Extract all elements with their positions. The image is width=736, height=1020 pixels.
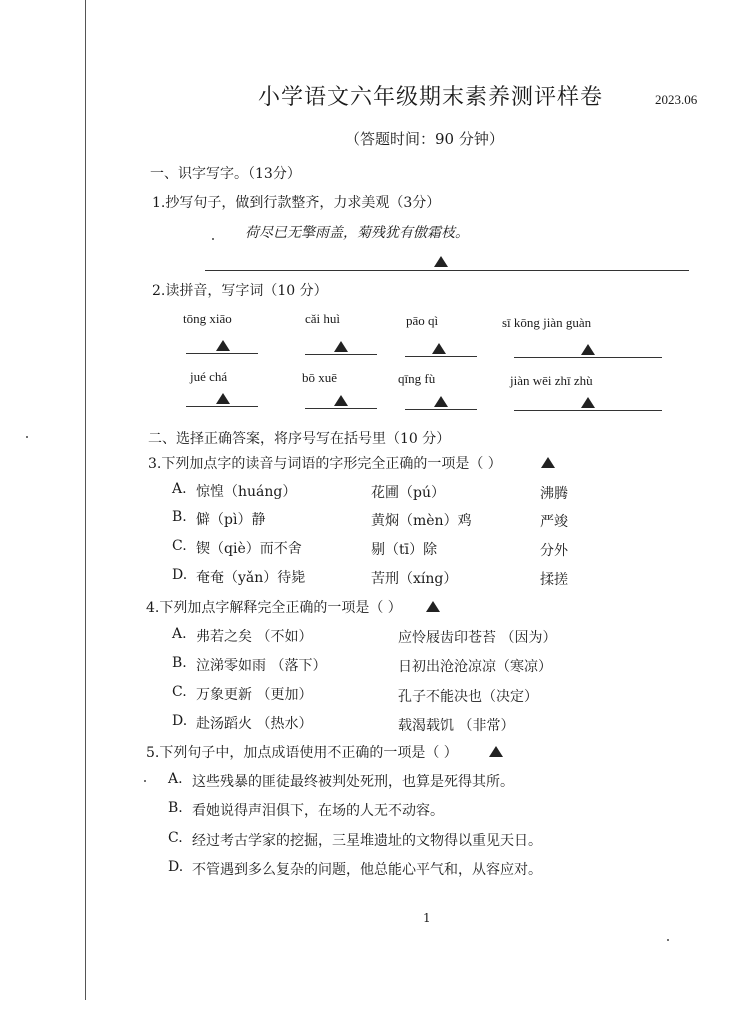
answer-triangle-icon: [489, 746, 503, 757]
q3-option-d-col2: 苦刑（xíng）: [371, 571, 458, 587]
answer-triangle-icon: [334, 341, 348, 352]
section1-heading: 一、识字写字。（13分）: [150, 166, 301, 182]
pinyin-6: bō xuē: [302, 370, 338, 385]
answer-triangle-icon: [434, 396, 448, 407]
pinyin-5: jué chá: [190, 369, 228, 384]
q5-option-d-text: 不管遇到多么复杂的问题，他总能心平气和，从容应对。: [192, 862, 542, 878]
q5-prompt: 5.下列句子中，加点成语使用不正确的一项是（ ）: [146, 745, 458, 761]
answer-triangle-icon: [581, 344, 595, 355]
q1-answer-line[interactable]: [205, 270, 689, 271]
q3-option-c-col1: 锲（qiè）而不舍: [196, 541, 302, 557]
q3-option-c-col2: 剔（tī）除: [371, 542, 438, 558]
pinyin-4: sī kōng jiàn guàn: [502, 315, 592, 330]
q3-option-b-col3: 严竣: [540, 514, 568, 530]
answer-triangle-icon: [434, 256, 448, 267]
answer-line-2[interactable]: [305, 354, 377, 355]
answer-line-6[interactable]: [305, 408, 377, 409]
q2-prompt: 2.读拼音，写字词（10 分）: [152, 283, 328, 299]
scan-speck: [26, 436, 28, 438]
answer-triangle-icon: [432, 343, 446, 354]
answer-triangle-icon: [426, 601, 440, 612]
q3-option-c-col3: 分外: [540, 543, 568, 559]
answer-line-5[interactable]: [186, 406, 258, 407]
q5-option-b-label[interactable]: B.: [168, 800, 183, 816]
q5-option-b-text: 看她说得声泪俱下，在场的人无不动容。: [192, 803, 444, 819]
q4-option-c-col1: 万象更新 （更加）: [196, 687, 313, 703]
section2-heading: 二、选择正确答案，将序号写在括号里（10 分）: [148, 431, 451, 447]
answer-line-8[interactable]: [514, 410, 662, 411]
answer-triangle-icon: [541, 457, 555, 468]
q3-option-a-label[interactable]: A.: [172, 481, 187, 497]
q3-option-b-col2: 黄焖（mèn）鸡: [371, 513, 472, 529]
pinyin-7: qīng fù: [398, 371, 436, 386]
q3-option-a-col2: 花圃（pú）: [371, 485, 445, 501]
answer-line-4[interactable]: [514, 357, 662, 358]
scan-speck: [144, 780, 146, 782]
q1-sentence: 荷尽已无擎雨盖，菊残犹有傲霜枝。: [245, 225, 469, 241]
q3-option-a-col3: 沸腾: [540, 486, 568, 502]
q1-prompt: 1.抄写句子，做到行款整齐，力求美观（3分）: [152, 195, 441, 211]
q5-option-c-text: 经过考古学家的挖掘，三星堆遗址的文物得以重见天日。: [192, 833, 542, 849]
scan-speck: [667, 939, 669, 941]
q5-option-c-label[interactable]: C.: [168, 830, 183, 846]
answer-line-3[interactable]: [405, 356, 477, 357]
q3-option-d-col1: 奄奄（yǎn）待毙: [196, 570, 306, 586]
q3-option-c-label[interactable]: C.: [172, 538, 187, 554]
q4-option-a-col2: 应怜屐齿印苍苔 （因为）: [398, 630, 557, 646]
q4-option-c-col2: 孔子不能决也（决定）: [398, 689, 538, 705]
q4-option-a-col1: 弗若之矣 （不如）: [196, 629, 313, 645]
scan-edge-line: [85, 0, 86, 1000]
q4-option-c-label[interactable]: C.: [172, 684, 187, 700]
pinyin-3: pāo qì: [406, 313, 439, 328]
q4-option-d-col1: 赴汤蹈火 （热水）: [196, 716, 313, 732]
q3-option-d-label[interactable]: D.: [172, 567, 188, 583]
answer-line-1[interactable]: [186, 353, 258, 354]
q4-option-d-label[interactable]: D.: [172, 713, 188, 729]
pinyin-8: jiàn wēi zhī zhù: [510, 373, 593, 388]
page-number: 1: [423, 911, 431, 925]
scan-speck: [212, 238, 214, 240]
q4-option-a-label[interactable]: A.: [172, 626, 187, 642]
answer-triangle-icon: [334, 395, 348, 406]
exam-title: 小学语文六年级期末素养测评样卷: [258, 85, 604, 110]
answer-triangle-icon: [216, 393, 230, 404]
exam-date: 2023.06: [655, 92, 698, 107]
q5-option-a-text: 这些残暴的匪徒最终被判处死刑，也算是死得其所。: [192, 774, 514, 790]
q3-option-a-col1: 惊惶（huáng）: [196, 484, 297, 500]
q4-option-d-col2: 载渴载饥 （非常）: [398, 718, 515, 734]
q5-option-d-label[interactable]: D.: [168, 859, 184, 875]
q4-option-b-col2: 日初出沧沧凉凉（寒凉）: [398, 659, 552, 675]
q3-prompt: 3.下列加点字的读音与词语的字形完全正确的一项是（ ）: [148, 456, 502, 472]
q3-option-d-col3: 揉搓: [540, 572, 568, 588]
pinyin-1: tōng xiāo: [183, 311, 232, 326]
q3-option-b-label[interactable]: B.: [172, 509, 187, 525]
q5-option-a-label[interactable]: A.: [168, 771, 183, 787]
q4-option-b-label[interactable]: B.: [172, 655, 187, 671]
answer-triangle-icon: [581, 397, 595, 408]
q4-option-b-col1: 泣涕零如雨 （落下）: [196, 658, 327, 674]
answer-triangle-icon: [216, 340, 230, 351]
q3-option-b-col1: 僻（pì）静: [196, 512, 266, 528]
time-note: （答题时间：90 分钟）: [345, 130, 504, 148]
answer-line-7[interactable]: [405, 409, 477, 410]
q4-prompt: 4.下列加点字解释完全正确的一项是（ ）: [146, 600, 402, 616]
pinyin-2: cǎi huì: [305, 311, 341, 326]
